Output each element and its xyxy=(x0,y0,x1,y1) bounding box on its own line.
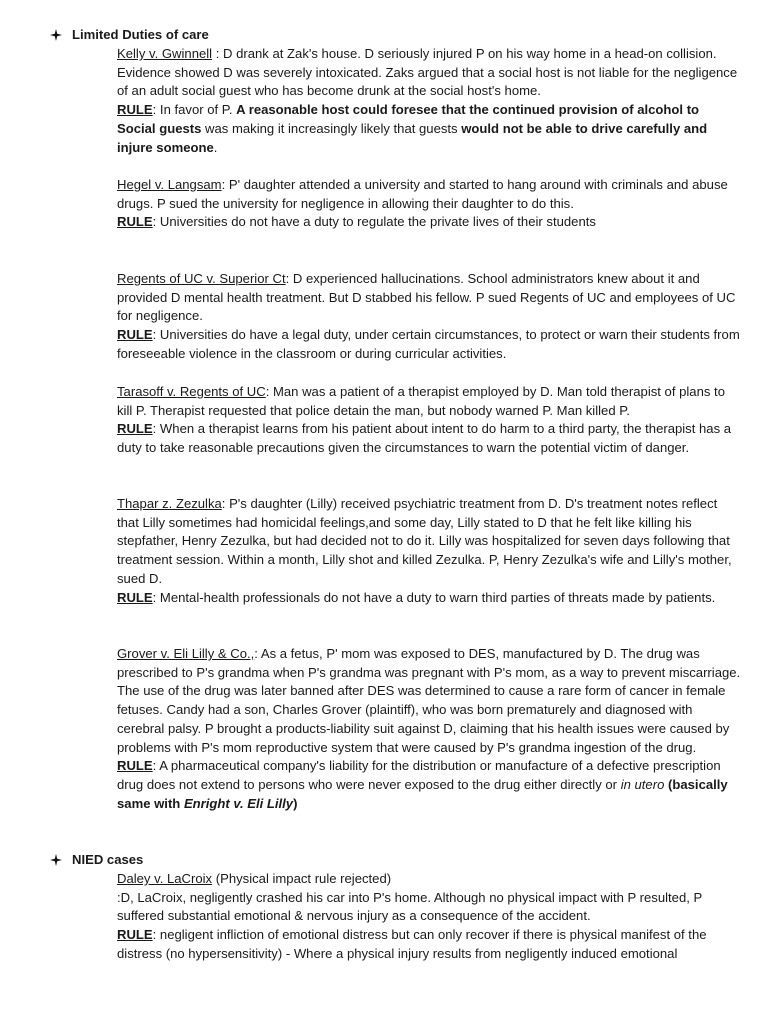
rule-label: RULE xyxy=(117,927,153,943)
case-name: Daley v. LaCroix xyxy=(117,871,213,886)
rule-text: was making it increasingly likely that guests xyxy=(201,120,462,136)
rule-text: . xyxy=(213,139,218,155)
case-rule xyxy=(117,589,741,608)
case-title-line xyxy=(117,870,741,889)
case-facts xyxy=(117,45,741,101)
rule-text: : Mental-health professionals do not have a duty to warn third parties of threats made by patients. xyxy=(152,589,716,605)
rule-italic-text: in utero xyxy=(620,776,665,792)
rule-label: RULE xyxy=(117,421,153,437)
rule-label: RULE xyxy=(117,214,153,230)
case-facts-text: : P' daughter attended a university and started to hang around with criminals and abuse drugs. P sued the university for negligence in allowing their daughter to do this. xyxy=(117,177,728,211)
rule-text: : A pharmaceutical company's liability for the distribution or manufacture of a defective prescription drug does not extend to persons who were never exposed to the drug either directly or xyxy=(117,758,721,792)
case-facts xyxy=(117,495,741,589)
rule-text: : When a therapist learns from his patient about intent to do harm to a third party, the therapist has a duty to take reasonable precautions given the circumstances to warn the potential victim of danger. xyxy=(117,421,732,456)
case-thapar-v-zezulka xyxy=(117,495,741,607)
case-name: Hegel v. Langsam xyxy=(117,177,222,192)
case-kelly-v-gwinnell xyxy=(117,45,741,157)
case-rule xyxy=(117,926,741,963)
case-facts xyxy=(117,176,741,213)
case-hegel-v-langsam xyxy=(117,176,741,232)
case-facts xyxy=(117,383,741,420)
case-facts-text: : Man was a patient of a therapist employed by D. Man told therapist of plans to kill P. Therapist requested that police detain the man, but nobody warned P. Man killed P. xyxy=(117,384,725,418)
rule-bold-text: A reasonable host could foresee that the continued provision of alcohol to Social guests xyxy=(117,102,700,136)
case-rule xyxy=(117,757,741,813)
case-subtitle: (Physical impact rule rejected) xyxy=(212,871,392,886)
case-grover-v-eli-lilly xyxy=(117,645,741,813)
rule-label: RULE xyxy=(117,589,153,605)
case-rule xyxy=(117,101,741,157)
case-rule xyxy=(117,326,741,363)
case-rule xyxy=(117,420,741,457)
section-heading-text: NIED cases xyxy=(72,852,144,867)
rule-label: RULE xyxy=(117,327,153,343)
case-name: Regents of UC v. Superior Ct xyxy=(117,271,286,286)
four-point-star-bullet-icon xyxy=(50,854,62,866)
case-facts-text: :D, LaCroix, negligently crashed his car into P's home. Although no physical impact with P resulted, P suffered substantial emotional & nervous injury as a consequence of the accident. xyxy=(117,889,702,924)
case-name: Thapar z. Zezulka xyxy=(117,496,222,511)
rule-text: : negligent infliction of emotional distress but can only recover if there is physical manifest of the distress (no hypersensitivity) - Where a physical injury results from negligently induced emotional xyxy=(117,927,707,961)
four-point-star-bullet-icon xyxy=(50,29,62,41)
case-rule xyxy=(117,213,741,232)
rule-text: : Universities do have a legal duty, under certain circumstances, to protect or warn their students from foreseeable violence in the classroom or during curricular activities. xyxy=(117,327,740,361)
rule-text: : Universities do not have a duty to regulate the private lives of their students xyxy=(152,214,596,230)
case-name: Kelly v. Gwinnell xyxy=(117,46,213,61)
section-heading-text: Limited Duties of care xyxy=(72,27,209,42)
rule-bold-text: (basically same with xyxy=(117,776,728,811)
section-heading-limited-duties xyxy=(50,26,209,45)
case-daley-v-lacroix xyxy=(117,870,741,964)
case-facts xyxy=(117,645,741,757)
case-facts xyxy=(117,270,741,326)
case-facts-text: : P's daughter (Lilly) received psychiatric treatment from D. D's treatment notes reflect that Lilly sometimes had homicidal feelings,and some day, Lilly stated to D that he felt like killing his stepfather, Henry Zezulka, but had decided not to do it. Lilly was hospitalized for seven days following that treatment session. Within a month, Lilly shot and killed Zezulka. P, Henry Zezulka's wife and Lilly's mother, sued D. xyxy=(117,496,732,586)
case-name: Grover v. Eli Lilly & Co., xyxy=(117,646,255,661)
rule-bold-text: ) xyxy=(293,795,298,811)
rule-label: RULE xyxy=(117,758,153,774)
case-facts-text: : D drank at Zak's house. D seriously injured P on his way home in a head-on collision. Evidence showed D was severely intoxicated. Zaks argued that a social host is not liable for the negligence of an adult social guest who has become drunk at the social host's home. xyxy=(117,46,738,99)
case-facts xyxy=(117,889,741,926)
rule-bold-italic-text: Enright v. Eli Lilly xyxy=(183,795,294,811)
rule-label: RULE xyxy=(117,102,153,118)
rule-text: : In favor of P. xyxy=(152,102,237,118)
case-facts-text: : D experienced hallucinations. School administrators knew about it and provided D mental health treatment. But D stabbed his fellow. P sued Regents of UC and employees of UC for negligence. xyxy=(117,271,736,324)
case-name: Tarasoff v. Regents of UC xyxy=(117,384,266,399)
case-tarasoff-v-regents xyxy=(117,383,741,458)
case-facts-text: : As a fetus, P' mom was exposed to DES, manufactured by D. The drug was prescribed to P's grandma when P's grandma was pregnant with P's mom, as a way to prevent miscarriage. The use of the drug was later banned after DES was determined to cause a rare form of cancer in female fetuses. Candy had a son, Charles Grover (plaintiff), who was born prematurely and diagnosed with cerebral palsy. P brought a products-liability suit against D, claiming that his health issues were caused by problems with P's mom reproductive system that were caused by P's grandma ingestion of the drug. xyxy=(117,646,741,755)
section-heading-nied-cases xyxy=(50,851,143,870)
case-regents-v-superior-ct xyxy=(117,270,741,364)
rule-bold-text: would not be able to drive carefully and injure someone xyxy=(117,120,708,155)
